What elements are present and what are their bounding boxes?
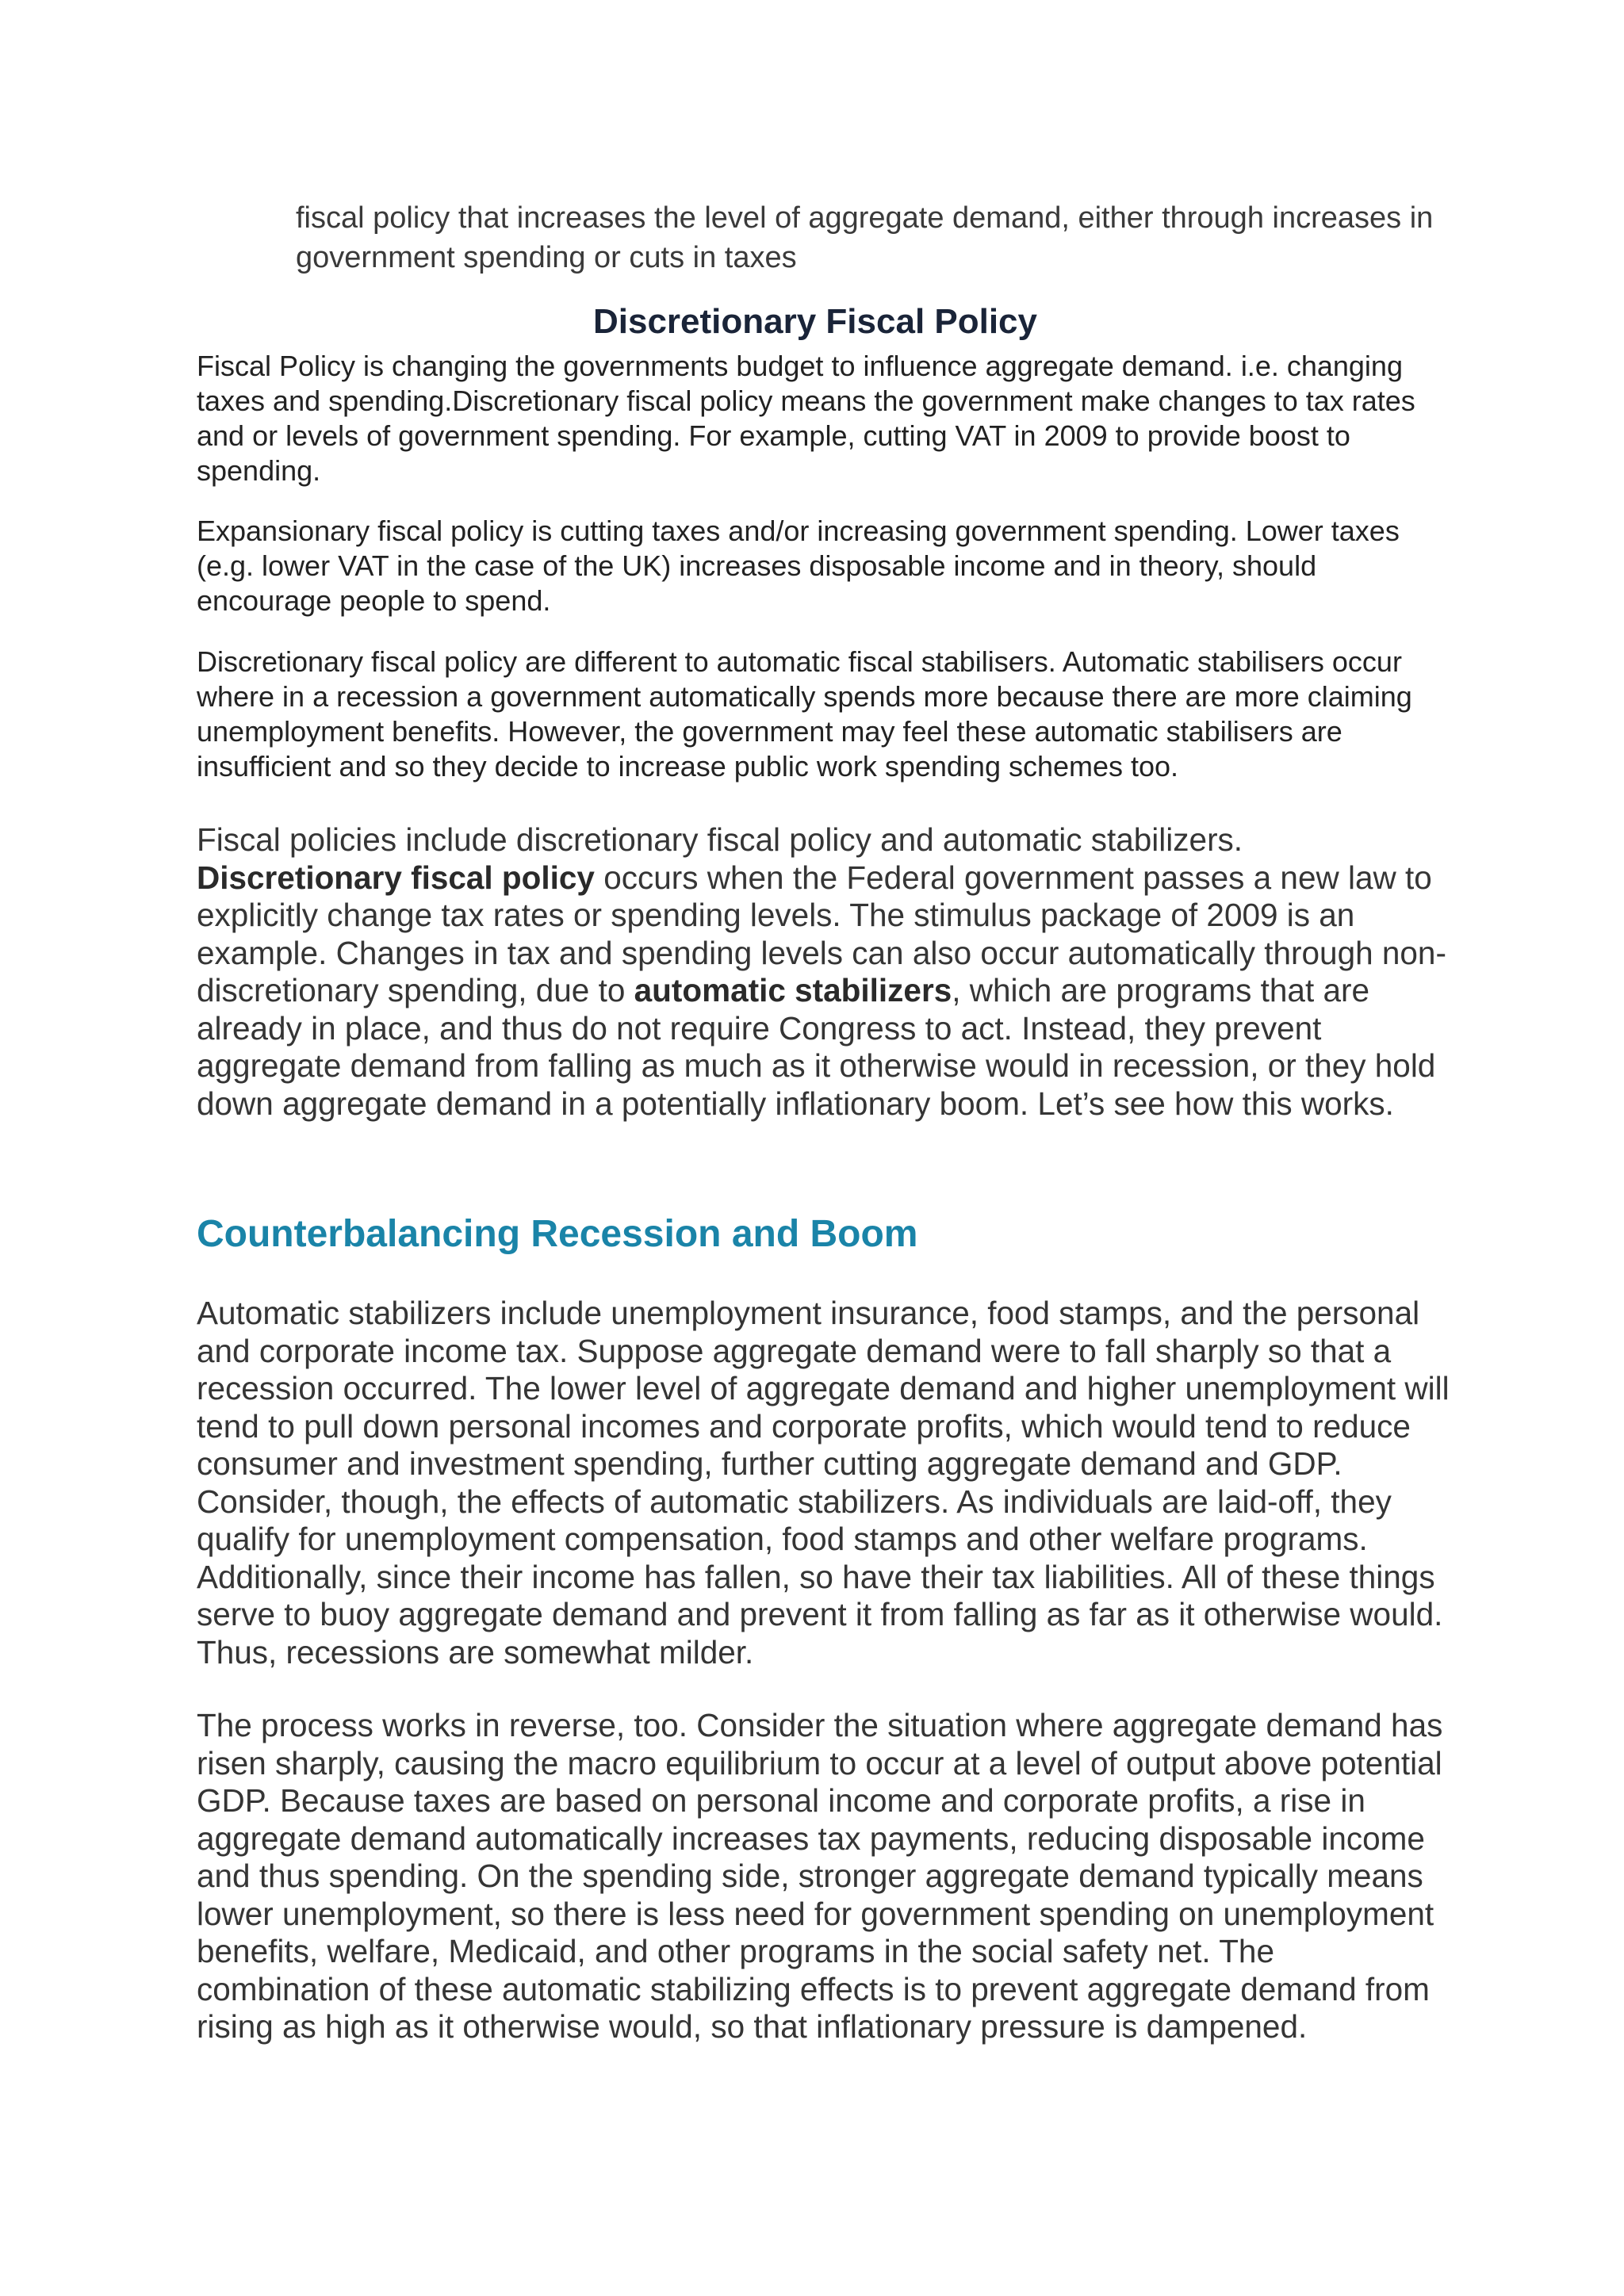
paragraph-text: Fiscal policies include discretionary fiscal policy and automatic stabilizers. [197, 821, 1243, 858]
paragraph-fiscal-policy-definition: Fiscal Policy is changing the governments budget to influence aggregate demand. i.e. changing taxes and spending.Discretionary fiscal policy means the government make changes to tax rates and or levels of government spending. For example, cutting VAT in 2009 to provide boost to spending. [197, 350, 1415, 487]
paragraph-expansionary-policy: Expansionary fiscal policy is cutting taxes and/or increasing government spending. Lower taxes (e.g. lower VAT in the case of the UK) increases disposable income and in theory, should encourage people to spend. [197, 515, 1400, 617]
section-title: Discretionary Fiscal Policy [592, 302, 1038, 341]
paragraph-text: occurs when the Federal government passes a new law to explicitly change tax rates or spending levels. The stimulus package of 2009 is an example. Changes in tax and spending levels can also occur automatically through non-discretionary spending, due to [197, 859, 1446, 1008]
paragraph-discretionary-vs-automatic [197, 821, 1450, 1123]
subheading-counterbalancing: Counterbalancing Recession and Boom [197, 1213, 918, 1255]
paragraph-text: , which are programs that are already in place, and thus do not require Congress to act. Instead, they prevent aggregate demand from falling as much as it otherwise would in recession, or they hold down aggregate demand in a potentially inflationary boom. Let’s see how this works. [197, 972, 1436, 1122]
paragraph-recession: Automatic stabilizers include unemployment insurance, food stamps, and the personal and corporate income tax. Suppose aggregate demand were to fall sharply so that a recession occurred. The lower level of aggregate demand and higher unemployment will tend to pull down personal incomes and corporate profits, which would tend to reduce consumer and investment spending, further cutting aggregate demand and GDP. Consider, though, the effects of automatic stabilizers. As individuals are laid-off, they qualify for unemployment compensation, food stamps and other welfare programs. Additionally, since their income has fallen, so have their tax liabilities. All of these things serve to buoy aggregate demand and prevent it from falling as far as it otherwise would. Thus, recessions are somewhat milder. [197, 1295, 1450, 1670]
bold-term-automatic-stabilizers: automatic stabilizers [634, 972, 952, 1008]
paragraph-boom: The process works in reverse, too. Consider the situation where aggregate demand has risen sharply, causing the macro equilibrium to occur at a level of output above potential GDP. Because taxes are based on personal income and corporate profits, a rise in aggregate demand automatically increases tax payments, reducing disposable income and thus spending. On the spending side, stronger aggregate demand typically means lower unemployment, so there is less need for government spending on unemployment benefits, welfare, Medicaid, and other programs in the social safety net. The combination of these automatic stabilizing effects is to prevent aggregate demand from rising as high as it otherwise would, so that inflationary pressure is dampened. [197, 1707, 1443, 2045]
intro-note: fiscal policy that increases the level of aggregate demand, either through increases in government spending or cuts in taxes [296, 201, 1434, 274]
bold-term-discretionary: Discretionary fiscal policy [197, 859, 595, 896]
paragraph-automatic-stabilisers: Discretionary fiscal policy are different to automatic fiscal stabilisers. Automatic stabilisers occur where in a recession a government automatically spends more because there are more claiming unemployment benefits. However, the government may feel these automatic stabilisers are insufficient and so they decide to increase public work spending schemes too. [197, 645, 1412, 783]
